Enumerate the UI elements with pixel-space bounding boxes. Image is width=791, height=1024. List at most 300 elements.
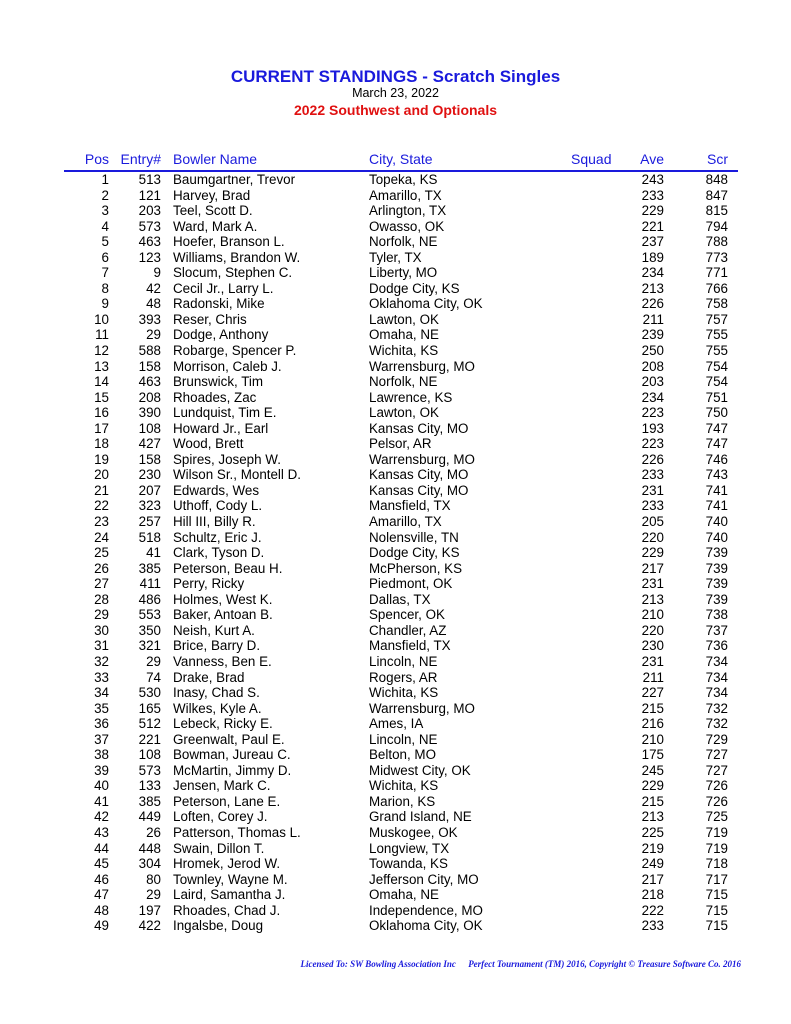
cell-pos: 49: [94, 918, 109, 934]
cell-average: 226: [641, 451, 664, 467]
cell-average: 229: [641, 778, 664, 794]
cell-pos: 11: [95, 327, 109, 343]
cell-city-state: Oklahoma City, OK: [369, 918, 483, 934]
cell-city-state: Lawton, OK: [369, 405, 439, 421]
cell-scratch: 729: [705, 731, 728, 747]
cell-bowler-name: Baker, Antoan B.: [173, 607, 273, 623]
cell-pos: 14: [94, 374, 109, 390]
table-row: [0, 592, 791, 608]
cell-average: 233: [641, 467, 664, 483]
cell-scratch: 739: [705, 560, 728, 576]
cell-pos: 22: [94, 498, 109, 514]
cell-entry: 9: [153, 265, 161, 281]
cell-bowler-name: Wilkes, Kyle A.: [173, 700, 262, 716]
standings-date: March 23, 2022: [352, 86, 439, 100]
cell-city-state: Longview, TX: [369, 840, 450, 856]
tournament-name: 2022 Southwest and Optionals: [293, 102, 498, 118]
cell-entry: 411: [139, 576, 161, 592]
table-row: [0, 296, 791, 312]
cell-bowler-name: Uthoff, Cody L.: [173, 498, 263, 514]
cell-entry: 350: [138, 622, 161, 638]
cell-average: 220: [641, 529, 664, 545]
cell-entry: 553: [138, 607, 161, 623]
cell-city-state: Midwest City, OK: [369, 762, 471, 778]
table-row: [0, 856, 791, 872]
cell-bowler-name: Schultz, Eric J.: [173, 529, 262, 545]
table-row: [0, 374, 791, 390]
cell-city-state: Marion, KS: [369, 793, 436, 809]
cell-scratch: 788: [705, 234, 728, 250]
cell-average: 211: [642, 669, 664, 685]
cell-scratch: 815: [705, 203, 728, 219]
cell-city-state: Wichita, KS: [369, 343, 439, 359]
cell-bowler-name: Jensen, Mark C.: [173, 778, 271, 794]
cell-city-state: Rogers, AR: [369, 669, 438, 685]
table-row: [0, 670, 791, 686]
cell-entry: 29: [146, 653, 161, 669]
cell-bowler-name: Loften, Corey J.: [173, 809, 268, 825]
cell-bowler-name: Teel, Scott D.: [173, 203, 253, 219]
cell-scratch: 747: [705, 436, 728, 452]
cell-average: 233: [641, 498, 664, 514]
cell-bowler-name: Ward, Mark A.: [173, 218, 258, 234]
table-row: [0, 281, 791, 297]
cell-bowler-name: Ingalsbe, Doug: [173, 918, 264, 934]
cell-average: 230: [641, 638, 664, 654]
cell-pos: 35: [94, 700, 109, 716]
table-row: [0, 498, 791, 514]
cell-city-state: Lawrence, KS: [369, 389, 453, 405]
cell-entry: 108: [138, 420, 161, 436]
cell-pos: 9: [101, 296, 109, 312]
cell-bowler-name: Lundquist, Tim E.: [173, 405, 277, 421]
cell-average: 210: [641, 607, 664, 623]
col-name-header: Bowler Name: [173, 151, 258, 167]
cell-city-state: Warrensburg, MO: [369, 700, 475, 716]
cell-average: 216: [641, 716, 664, 732]
cell-scratch: 739: [705, 576, 728, 592]
cell-average: 223: [641, 405, 664, 421]
cell-pos: 2: [101, 187, 109, 203]
cell-scratch: 737: [705, 622, 728, 638]
cell-pos: 23: [94, 514, 109, 530]
table-row: [0, 219, 791, 235]
cell-average: 225: [641, 824, 664, 840]
cell-bowler-name: Rhoades, Chad J.: [173, 902, 281, 918]
cell-city-state: Piedmont, OK: [369, 576, 453, 592]
cell-city-state: Amarillo, TX: [369, 187, 442, 203]
cell-city-state: Norfolk, NE: [369, 374, 438, 390]
cell-city-state: Ames, IA: [369, 716, 424, 732]
table-row: [0, 576, 791, 592]
cell-scratch: 750: [705, 405, 728, 421]
table-row: [0, 436, 791, 452]
col-pos-header: Pos: [84, 151, 109, 167]
cell-scratch: 741: [705, 498, 728, 514]
cell-entry: 158: [138, 358, 161, 374]
cell-city-state: Omaha, NE: [369, 887, 439, 903]
table-row: [0, 234, 791, 250]
table-row: [0, 483, 791, 499]
cell-scratch: 755: [705, 343, 728, 359]
table-row: [0, 794, 791, 810]
cell-city-state: Dallas, TX: [369, 591, 431, 607]
cell-average: 223: [641, 436, 664, 452]
cell-pos: 19: [94, 451, 109, 467]
cell-bowler-name: Peterson, Beau H.: [173, 560, 283, 576]
cell-pos: 5: [101, 234, 109, 250]
page-title: CURRENT STANDINGS - Scratch Singles: [230, 67, 561, 86]
table-row: [0, 638, 791, 654]
cell-city-state: Dodge City, KS: [369, 280, 460, 296]
cell-scratch: 757: [705, 311, 728, 327]
cell-average: 221: [641, 218, 664, 234]
cell-city-state: Dodge City, KS: [369, 545, 460, 561]
cell-entry: 74: [146, 669, 161, 685]
cell-scratch: 751: [705, 389, 728, 405]
cell-bowler-name: Williams, Brandon W.: [173, 249, 301, 265]
cell-city-state: Mansfield, TX: [369, 638, 451, 654]
cell-entry: 207: [138, 482, 161, 498]
cell-pos: 6: [101, 249, 109, 265]
cell-city-state: Wichita, KS: [369, 778, 439, 794]
table-row: [0, 545, 791, 561]
cell-pos: 3: [101, 203, 109, 219]
cell-pos: 48: [94, 902, 109, 918]
table-row: [0, 172, 791, 188]
cell-bowler-name: Harvey, Brad: [173, 187, 251, 203]
cell-bowler-name: Neish, Kurt A.: [173, 622, 255, 638]
cell-pos: 42: [94, 809, 109, 825]
cell-entry: 463: [138, 234, 161, 250]
table-row: [0, 701, 791, 717]
cell-entry: 449: [138, 809, 161, 825]
cell-average: 234: [641, 265, 664, 281]
cell-scratch: 727: [705, 747, 728, 763]
cell-average: 218: [641, 887, 664, 903]
cell-average: 217: [641, 560, 664, 576]
cell-pos: 1: [101, 172, 109, 187]
cell-city-state: Tyler, TX: [369, 249, 422, 265]
table-row: [0, 203, 791, 219]
cell-pos: 18: [94, 436, 109, 452]
cell-scratch: 732: [705, 716, 728, 732]
cell-entry: 385: [138, 793, 161, 809]
cell-bowler-name: Brunswick, Tim: [173, 374, 264, 390]
cell-scratch: 739: [705, 591, 728, 607]
table-row: [0, 405, 791, 421]
cell-average: 210: [641, 731, 664, 747]
cell-scratch: 746: [705, 451, 728, 467]
cell-scratch: 715: [705, 902, 728, 918]
cell-entry: 158: [138, 451, 161, 467]
cell-entry: 80: [146, 871, 161, 887]
cell-pos: 26: [94, 560, 109, 576]
cell-scratch: 732: [705, 700, 728, 716]
cell-average: 208: [641, 358, 664, 374]
cell-bowler-name: Lebeck, Ricky E.: [173, 716, 273, 732]
cell-scratch: 754: [705, 358, 728, 374]
cell-bowler-name: Edwards, Wes: [173, 482, 260, 498]
cell-entry: 573: [138, 218, 161, 234]
cell-city-state: Norfolk, NE: [369, 234, 438, 250]
cell-scratch: 727: [705, 762, 728, 778]
cell-entry: 203: [138, 203, 161, 219]
cell-bowler-name: Hill III, Billy R.: [173, 514, 256, 530]
cell-city-state: Jefferson City, MO: [369, 871, 479, 887]
cell-scratch: 715: [705, 887, 728, 903]
cell-bowler-name: Bowman, Jureau C.: [173, 747, 291, 763]
cell-city-state: Lincoln, NE: [369, 653, 438, 669]
cell-city-state: Nolensville, TN: [369, 529, 459, 545]
cell-average: 234: [641, 389, 664, 405]
cell-bowler-name: Reser, Chris: [173, 311, 247, 327]
cell-entry: 530: [138, 685, 161, 701]
cell-scratch: 719: [705, 824, 728, 840]
table-row: [0, 716, 791, 732]
cell-average: 233: [641, 187, 664, 203]
cell-scratch: 794: [705, 218, 728, 234]
cell-average: 231: [641, 482, 664, 498]
cell-pos: 27: [94, 576, 109, 592]
cell-entry: 518: [138, 529, 161, 545]
cell-entry: 448: [138, 840, 161, 856]
cell-entry: 197: [138, 902, 161, 918]
table-row: [0, 343, 791, 359]
cell-city-state: Chandler, AZ: [369, 622, 447, 638]
cell-entry: 41: [146, 545, 161, 561]
cell-average: 203: [641, 374, 664, 390]
cell-entry: 323: [138, 498, 161, 514]
cell-scratch: 771: [705, 265, 728, 281]
cell-entry: 208: [138, 389, 161, 405]
cell-city-state: Warrensburg, MO: [369, 358, 475, 374]
cell-pos: 13: [94, 358, 109, 374]
cell-average: 233: [641, 918, 664, 934]
cell-average: 175: [641, 747, 664, 763]
cell-city-state: Owasso, OK: [369, 218, 445, 234]
cell-entry: 133: [138, 778, 161, 794]
table-row: [0, 685, 791, 701]
table-row: [0, 809, 791, 825]
cell-entry: 121: [138, 187, 161, 203]
cell-bowler-name: Spires, Joseph W.: [173, 451, 281, 467]
cell-scratch: 734: [705, 669, 728, 685]
cell-bowler-name: Greenwalt, Paul E.: [173, 731, 285, 747]
cell-average: 220: [641, 622, 664, 638]
cell-entry: 385: [138, 560, 161, 576]
cell-bowler-name: Slocum, Stephen C.: [173, 265, 293, 281]
cell-city-state: Grand Island, NE: [369, 809, 472, 825]
cell-average: 239: [641, 327, 664, 343]
cell-city-state: Pelsor, AR: [369, 436, 432, 452]
cell-pos: 37: [94, 731, 109, 747]
cell-scratch: 726: [705, 778, 728, 794]
cell-city-state: Belton, MO: [369, 747, 436, 763]
cell-scratch: 740: [705, 529, 728, 545]
table-row: [0, 747, 791, 763]
cell-entry: 304: [138, 856, 161, 872]
cell-average: 213: [641, 280, 664, 296]
cell-entry: 512: [138, 716, 161, 732]
cell-scratch: 717: [705, 871, 728, 887]
cell-pos: 40: [94, 778, 109, 794]
table-row: [0, 265, 791, 281]
table-row: [0, 732, 791, 748]
cell-scratch: 738: [705, 607, 728, 623]
cell-bowler-name: Robarge, Spencer P.: [173, 343, 297, 359]
table-row: [0, 514, 791, 530]
cell-entry: 221: [138, 731, 161, 747]
cell-bowler-name: Hromek, Jerod W.: [173, 856, 281, 872]
table-row: [0, 841, 791, 857]
cell-average: 249: [641, 856, 664, 872]
cell-average: 231: [641, 576, 664, 592]
cell-scratch: 755: [705, 327, 728, 343]
cell-city-state: Lawton, OK: [369, 311, 439, 327]
cell-average: 243: [641, 172, 664, 187]
table-row: [0, 887, 791, 903]
table-row: [0, 390, 791, 406]
cell-entry: 422: [138, 918, 161, 934]
cell-city-state: Towanda, KS: [369, 856, 448, 872]
cell-average: 250: [641, 343, 664, 359]
footer-copyright: Perfect Tournament (TM) 2016, Copyright © Treasure Software Co. 2016: [468, 959, 741, 969]
cell-average: 193: [641, 420, 664, 436]
cell-pos: 39: [94, 762, 109, 778]
cell-entry: 48: [146, 296, 161, 312]
cell-pos: 38: [94, 747, 109, 763]
cell-city-state: Spencer, OK: [369, 607, 445, 623]
cell-average: 231: [641, 653, 664, 669]
cell-bowler-name: Hoefer, Branson L.: [173, 234, 285, 250]
cell-scratch: 740: [705, 514, 728, 530]
cell-scratch: 734: [705, 653, 728, 669]
cell-average: 205: [641, 514, 664, 530]
cell-entry: 123: [138, 249, 161, 265]
cell-pos: 12: [94, 343, 109, 359]
cell-scratch: 754: [705, 374, 728, 390]
cell-entry: 390: [138, 405, 161, 421]
cell-bowler-name: Morrison, Caleb J.: [173, 358, 282, 374]
cell-scratch: 734: [705, 685, 728, 701]
cell-bowler-name: Patterson, Thomas L.: [173, 824, 301, 840]
standings-table: [0, 172, 791, 934]
table-row: [0, 561, 791, 577]
cell-pos: 28: [94, 591, 109, 607]
cell-bowler-name: Clark, Tyson D.: [173, 545, 265, 561]
cell-bowler-name: Swain, Dillon T.: [173, 840, 265, 856]
cell-average: 245: [641, 762, 664, 778]
table-row: [0, 654, 791, 670]
cell-pos: 46: [94, 871, 109, 887]
table-row: [0, 607, 791, 623]
cell-city-state: Lincoln, NE: [369, 731, 438, 747]
cell-entry: 29: [146, 327, 161, 343]
cell-city-state: Kansas City, MO: [369, 420, 469, 436]
cell-pos: 31: [94, 638, 109, 654]
cell-bowler-name: Perry, Ricky: [173, 576, 245, 592]
cell-city-state: Topeka, KS: [369, 172, 438, 187]
cell-bowler-name: Inasy, Chad S.: [173, 685, 260, 701]
cell-bowler-name: Laird, Samantha J.: [173, 887, 286, 903]
cell-city-state: McPherson, KS: [369, 560, 463, 576]
cell-scratch: 758: [705, 296, 728, 312]
table-row: [0, 467, 791, 483]
cell-pos: 24: [94, 529, 109, 545]
table-row: [0, 872, 791, 888]
cell-scratch: 747: [705, 420, 728, 436]
cell-city-state: Omaha, NE: [369, 327, 439, 343]
cell-pos: 20: [94, 467, 109, 483]
cell-pos: 7: [101, 265, 109, 281]
cell-scratch: 766: [705, 280, 728, 296]
cell-average: 227: [641, 685, 664, 701]
table-row: [0, 421, 791, 437]
cell-bowler-name: Holmes, West K.: [173, 591, 273, 607]
cell-city-state: Liberty, MO: [369, 265, 438, 281]
cell-city-state: Oklahoma City, OK: [369, 296, 483, 312]
table-row: [0, 452, 791, 468]
cell-pos: 34: [94, 685, 109, 701]
cell-pos: 36: [94, 716, 109, 732]
cell-entry: 486: [138, 591, 161, 607]
cell-entry: 588: [138, 343, 161, 359]
cell-bowler-name: Howard Jr., Earl: [173, 420, 269, 436]
cell-pos: 41: [94, 793, 109, 809]
cell-average: 226: [641, 296, 664, 312]
cell-pos: 43: [94, 824, 109, 840]
cell-average: 213: [641, 591, 664, 607]
table-row: [0, 327, 791, 343]
cell-bowler-name: Wood, Brett: [173, 436, 244, 452]
cell-bowler-name: Radonski, Mike: [173, 296, 265, 312]
cell-bowler-name: Baumgartner, Trevor: [173, 172, 296, 187]
cell-pos: 32: [94, 653, 109, 669]
cell-pos: 44: [94, 840, 109, 856]
col-scr-header: Scr: [707, 151, 728, 167]
cell-scratch: 719: [705, 840, 728, 856]
table-row: [0, 359, 791, 375]
table-row: [0, 312, 791, 328]
cell-city-state: Independence, MO: [369, 902, 483, 918]
cell-scratch: 848: [705, 172, 728, 187]
cell-average: 215: [641, 793, 664, 809]
cell-pos: 29: [94, 607, 109, 623]
cell-pos: 16: [94, 405, 109, 421]
cell-scratch: 726: [705, 793, 728, 809]
cell-average: 217: [641, 871, 664, 887]
cell-bowler-name: Townley, Wayne M.: [173, 871, 288, 887]
cell-city-state: Amarillo, TX: [369, 514, 442, 530]
footer-license: Licensed To: SW Bowling Association Inc: [300, 959, 456, 969]
table-row: [0, 188, 791, 204]
table-row: [0, 623, 791, 639]
cell-entry: 26: [146, 824, 161, 840]
cell-pos: 47: [94, 887, 109, 903]
cell-pos: 25: [94, 545, 109, 561]
cell-average: 222: [641, 902, 664, 918]
cell-bowler-name: Rhoades, Zac: [173, 389, 257, 405]
cell-pos: 10: [94, 311, 109, 327]
cell-scratch: 847: [705, 187, 728, 203]
cell-city-state: Muskogee, OK: [369, 824, 458, 840]
cell-bowler-name: Vanness, Ben E.: [173, 653, 272, 669]
cell-entry: 165: [138, 700, 161, 716]
cell-entry: 257: [138, 514, 161, 530]
cell-average: 229: [641, 545, 664, 561]
cell-pos: 4: [101, 218, 109, 234]
